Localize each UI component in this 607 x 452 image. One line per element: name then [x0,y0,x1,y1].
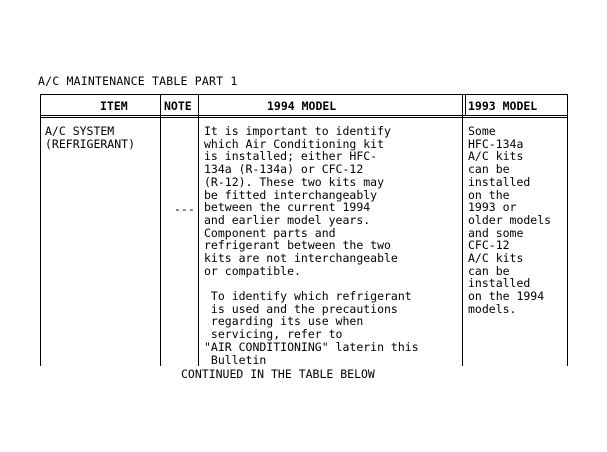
table-right-border [567,94,568,366]
header-bottom-border-2 [40,117,568,118]
cell-note: --- [174,202,195,216]
col-divider-note-1994 [198,94,199,366]
cell-1993-model: Some HFC-134a A/C kits can be installed on the 1993 or older models and some CFC-12 A/C kits can be installed on the 1994 models. [468,124,552,316]
table-caption: A/C MAINTENANCE TABLE PART 1 [38,74,238,88]
table-left-border [40,94,41,366]
maintenance-table [40,94,568,366]
header-item: ITEM [100,99,128,113]
cell-item: A/C SYSTEM (REFRIGERANT) [45,124,136,151]
continued-note: CONTINUED IN THE TABLE BELOW [181,367,375,381]
header-note: NOTE [164,99,192,113]
table-top-border [40,94,568,95]
header-1993-model: 1993 MODEL [468,99,538,113]
col-divider-1994-1993 [462,94,463,366]
col-divider-1994-1993-inner [465,94,466,115]
header-bottom-border [40,115,568,116]
col-divider-item-note [160,94,161,366]
header-1994-model: 1994 MODEL [267,99,337,113]
cell-1994-paragraph-2: To identify which refrigerant is used and the precautions regarding its use when servicing, refer to "AIR CONDITIONING" laterin this Bulletin [204,289,419,367]
cell-1994-paragraph-1: It is important to identify which Air Conditioning kit is installed; either HFC- 134a (R-134a) or CFC-12 (R-12). These two kits may be fitted interchangeably between the current 1994 and earlier model years. Component parts and refrigerant between the two kits are not interchangeable or compatible. [204,124,398,278]
